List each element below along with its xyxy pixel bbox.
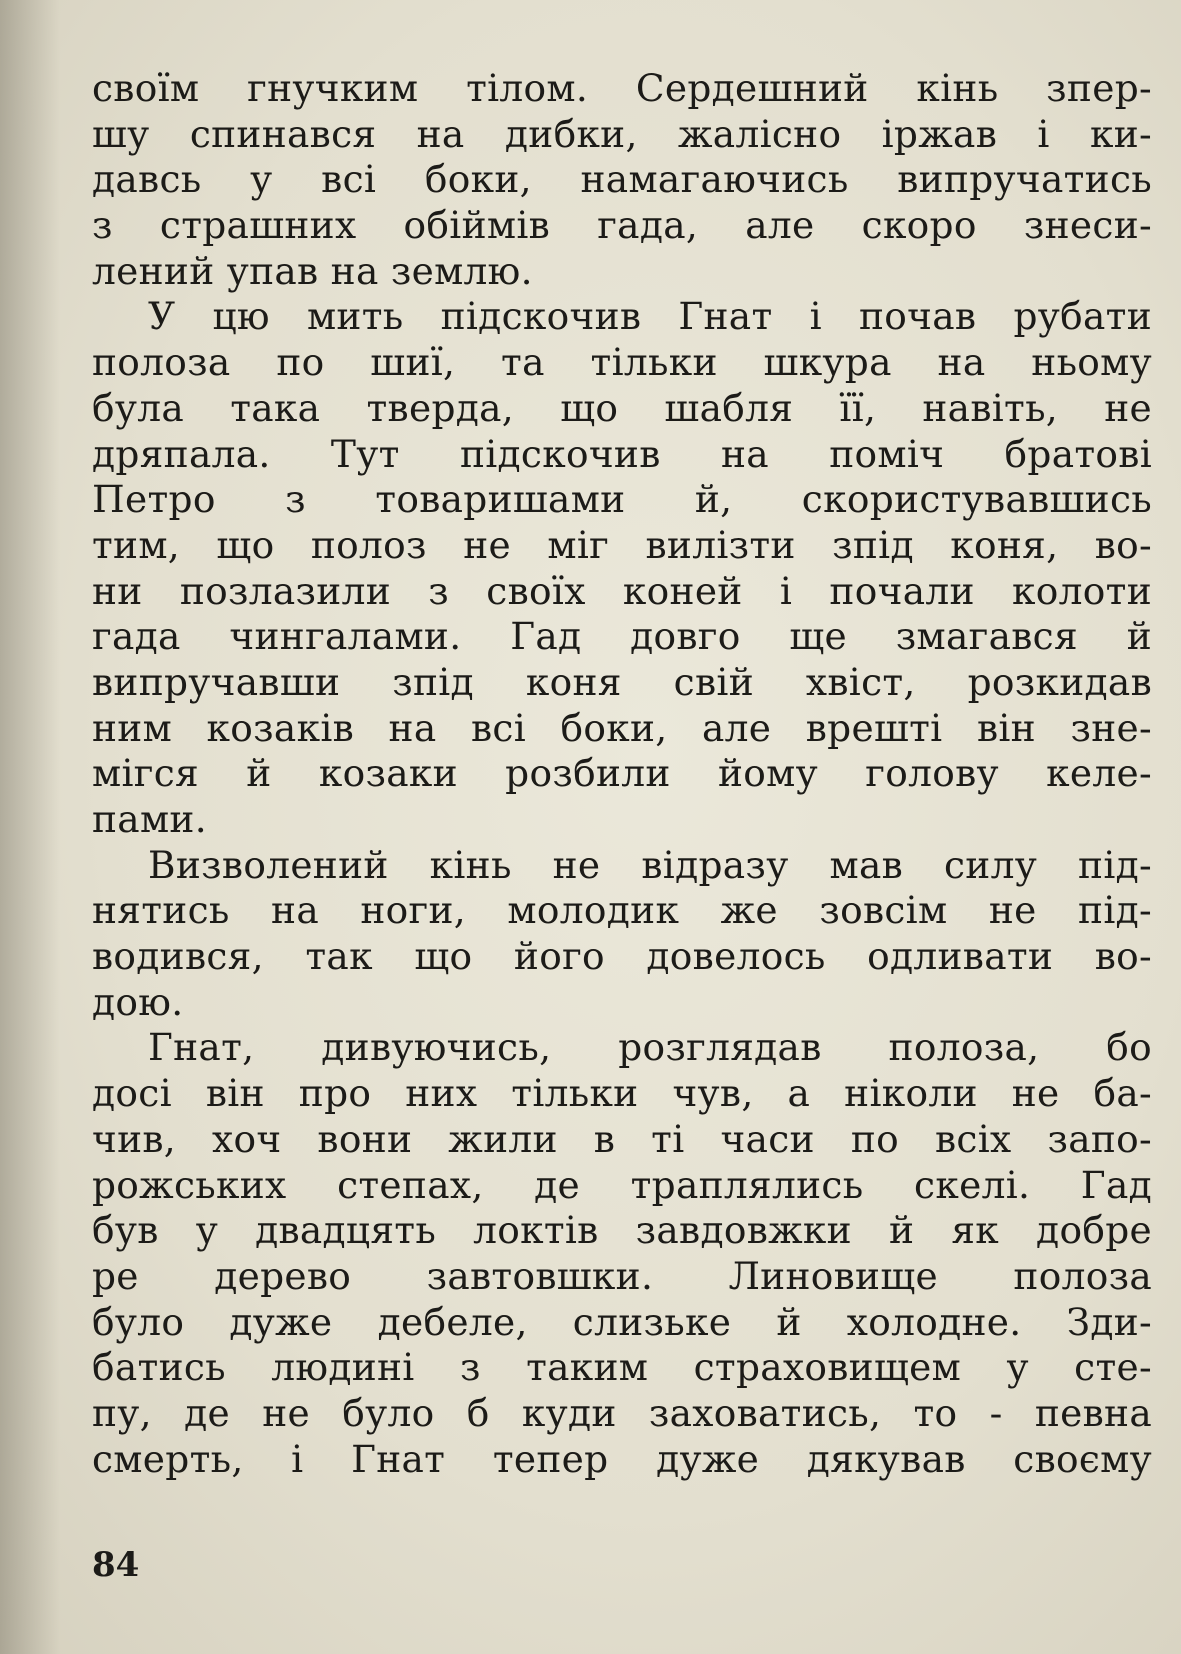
text-line: випручавши зпід коня свій хвіст, розкидав [92, 659, 1152, 704]
text-line: рожських степах, де траплялись скелі. Гад [92, 1162, 1152, 1207]
text-line: лений упав на землю. [92, 248, 533, 293]
text-line: був у двадцять локтів завдовжки й як добре [92, 1208, 1152, 1253]
text-line: батись людині з таким страховищем у сте- [92, 1345, 1152, 1390]
text-line: полоза по шиї, та тільки шкура на ньому [92, 340, 1152, 385]
text-line: Гнат, дивуючись, розглядав полоза, бо [148, 1025, 1152, 1070]
text-line: тим, що полоз не міг вилізти зпід коня, во- [92, 522, 1152, 567]
body-text [92, 66, 1152, 1482]
text-line: з страшних обіймів гада, але скоро знеси- [92, 203, 1152, 248]
text-line: пами. [92, 797, 207, 841]
text-line: дряпала. Тут підскочив на поміч братові [92, 431, 1152, 476]
text-line: своїм гнучким тілом. Сердешний кінь зпер- [92, 66, 1152, 110]
text-line: смерть, і Гнат тепер дуже дякував своєму [92, 1436, 1152, 1481]
text-line: нятись на ноги, молодик же зовсім не під- [92, 888, 1152, 933]
text-line: була така тверда, що шабля її, навіть, не [92, 385, 1152, 430]
text-line: шу спинався на дибки, жалісно іржав і ки- [92, 111, 1152, 156]
text-line: Петро з товаришами й, скористувавшись [92, 477, 1152, 522]
text-line: досі він про них тільки чув, а ніколи не ба- [92, 1071, 1152, 1116]
text-line: давсь у всі боки, намагаючись випручатись [92, 157, 1152, 202]
text-line: водився, так що його довелось одливати во- [92, 934, 1152, 979]
text-line: ни позлазили з своїх коней і почали колоти [92, 568, 1152, 613]
text-line: пу, де не було б куди заховатись, то - певна [92, 1390, 1152, 1435]
text-line: мігся й козаки розбили йому голову келе- [92, 751, 1152, 796]
text-line: ре дерево завтовшки. Линовище полоза [92, 1253, 1152, 1298]
text-line: чив, хоч вони жили в ті часи по всіх запо- [92, 1116, 1152, 1161]
text-line: дою. [92, 979, 184, 1024]
text-line: було дуже дебеле, слизьке й холодне. Зди- [92, 1299, 1152, 1344]
text-line: гада чингалами. Гад довго ще змагався й [92, 614, 1152, 659]
text-line: Визволений кінь не відразу мав силу під- [148, 842, 1152, 887]
text-line: ним козаків на всі боки, але врешті він зне- [92, 705, 1152, 750]
text-line: У цю мить підскочив Гнат і почав рубати [148, 294, 1152, 339]
page-edge-shadow [0, 0, 60, 1654]
page-number: 84 [92, 1545, 140, 1585]
